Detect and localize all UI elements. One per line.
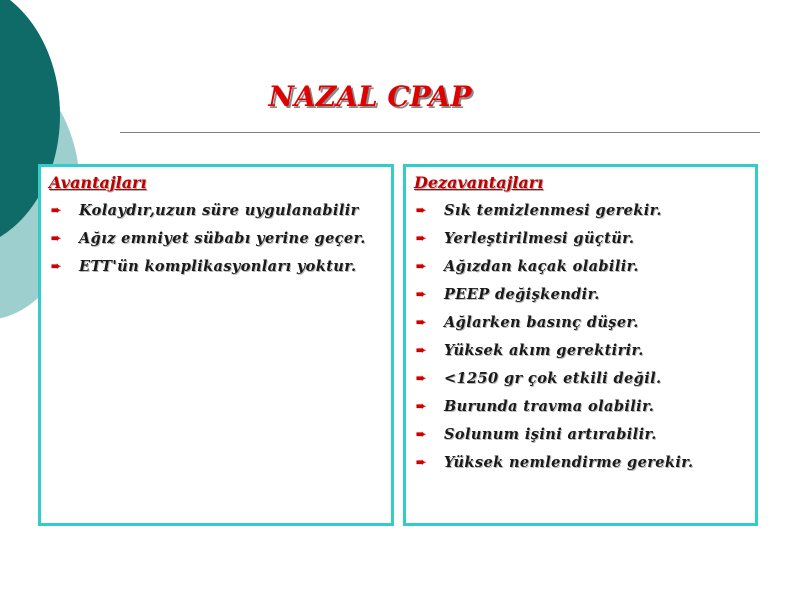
disadvantages-list <box>414 197 749 477</box>
list-item <box>414 393 749 421</box>
list-item <box>414 281 749 309</box>
title-divider <box>120 132 760 133</box>
arrow-right-icon: ➨ <box>416 259 427 273</box>
list-item-text: Yerleştirilmesi güçtür. <box>444 230 635 247</box>
advantages-heading: Avantajları <box>49 173 147 192</box>
slide-title: NAZAL CPAP <box>268 80 472 113</box>
disadvantages-box <box>403 164 758 526</box>
list-item <box>414 197 749 225</box>
list-item-text: ETT'ün komplikasyonları yoktur. <box>79 258 357 275</box>
arrow-right-icon: ➨ <box>416 371 427 385</box>
list-item <box>414 449 749 477</box>
arrow-right-icon: ➨ <box>416 427 427 441</box>
arrow-right-icon: ➨ <box>416 287 427 301</box>
list-item <box>414 253 749 281</box>
arrow-right-icon: ➨ <box>51 231 62 245</box>
list-item-text: PEEP değişkendir. <box>444 286 600 303</box>
arrow-right-icon: ➨ <box>51 259 62 273</box>
list-item-text: <1250 gr çok etkili değil. <box>444 370 662 387</box>
list-item <box>49 197 385 225</box>
list-item-text: Yüksek akım gerektirir. <box>444 342 644 359</box>
list-item <box>414 309 749 337</box>
list-item <box>414 225 749 253</box>
list-item-text: Kolaydır,uzun süre uygulanabilir <box>79 202 359 219</box>
list-item-text: Ağlarken basınç düşer. <box>444 314 639 331</box>
list-item <box>414 337 749 365</box>
advantages-list <box>49 197 385 281</box>
arrow-right-icon: ➨ <box>51 203 62 217</box>
list-item <box>414 365 749 393</box>
arrow-right-icon: ➨ <box>416 343 427 357</box>
list-item <box>49 253 385 281</box>
arrow-right-icon: ➨ <box>416 203 427 217</box>
list-item <box>49 225 385 253</box>
list-item-text: Yüksek nemlendirme gerekir. <box>444 454 694 471</box>
advantages-box <box>38 164 394 526</box>
list-item <box>414 421 749 449</box>
list-item-text: Ağızdan kaçak olabilir. <box>444 258 639 275</box>
arrow-right-icon: ➨ <box>416 399 427 413</box>
list-item-text: Solunum işini artırabilir. <box>444 426 657 443</box>
list-item-text: Ağız emniyet sübabı yerine geçer. <box>79 230 366 247</box>
arrow-right-icon: ➨ <box>416 231 427 245</box>
disadvantages-heading: Dezavantajları <box>414 173 544 192</box>
list-item-text: Sık temizlenmesi gerekir. <box>444 202 662 219</box>
arrow-right-icon: ➨ <box>416 315 427 329</box>
list-item-text: Burunda travma olabilir. <box>444 398 655 415</box>
arrow-right-icon: ➨ <box>416 455 427 469</box>
